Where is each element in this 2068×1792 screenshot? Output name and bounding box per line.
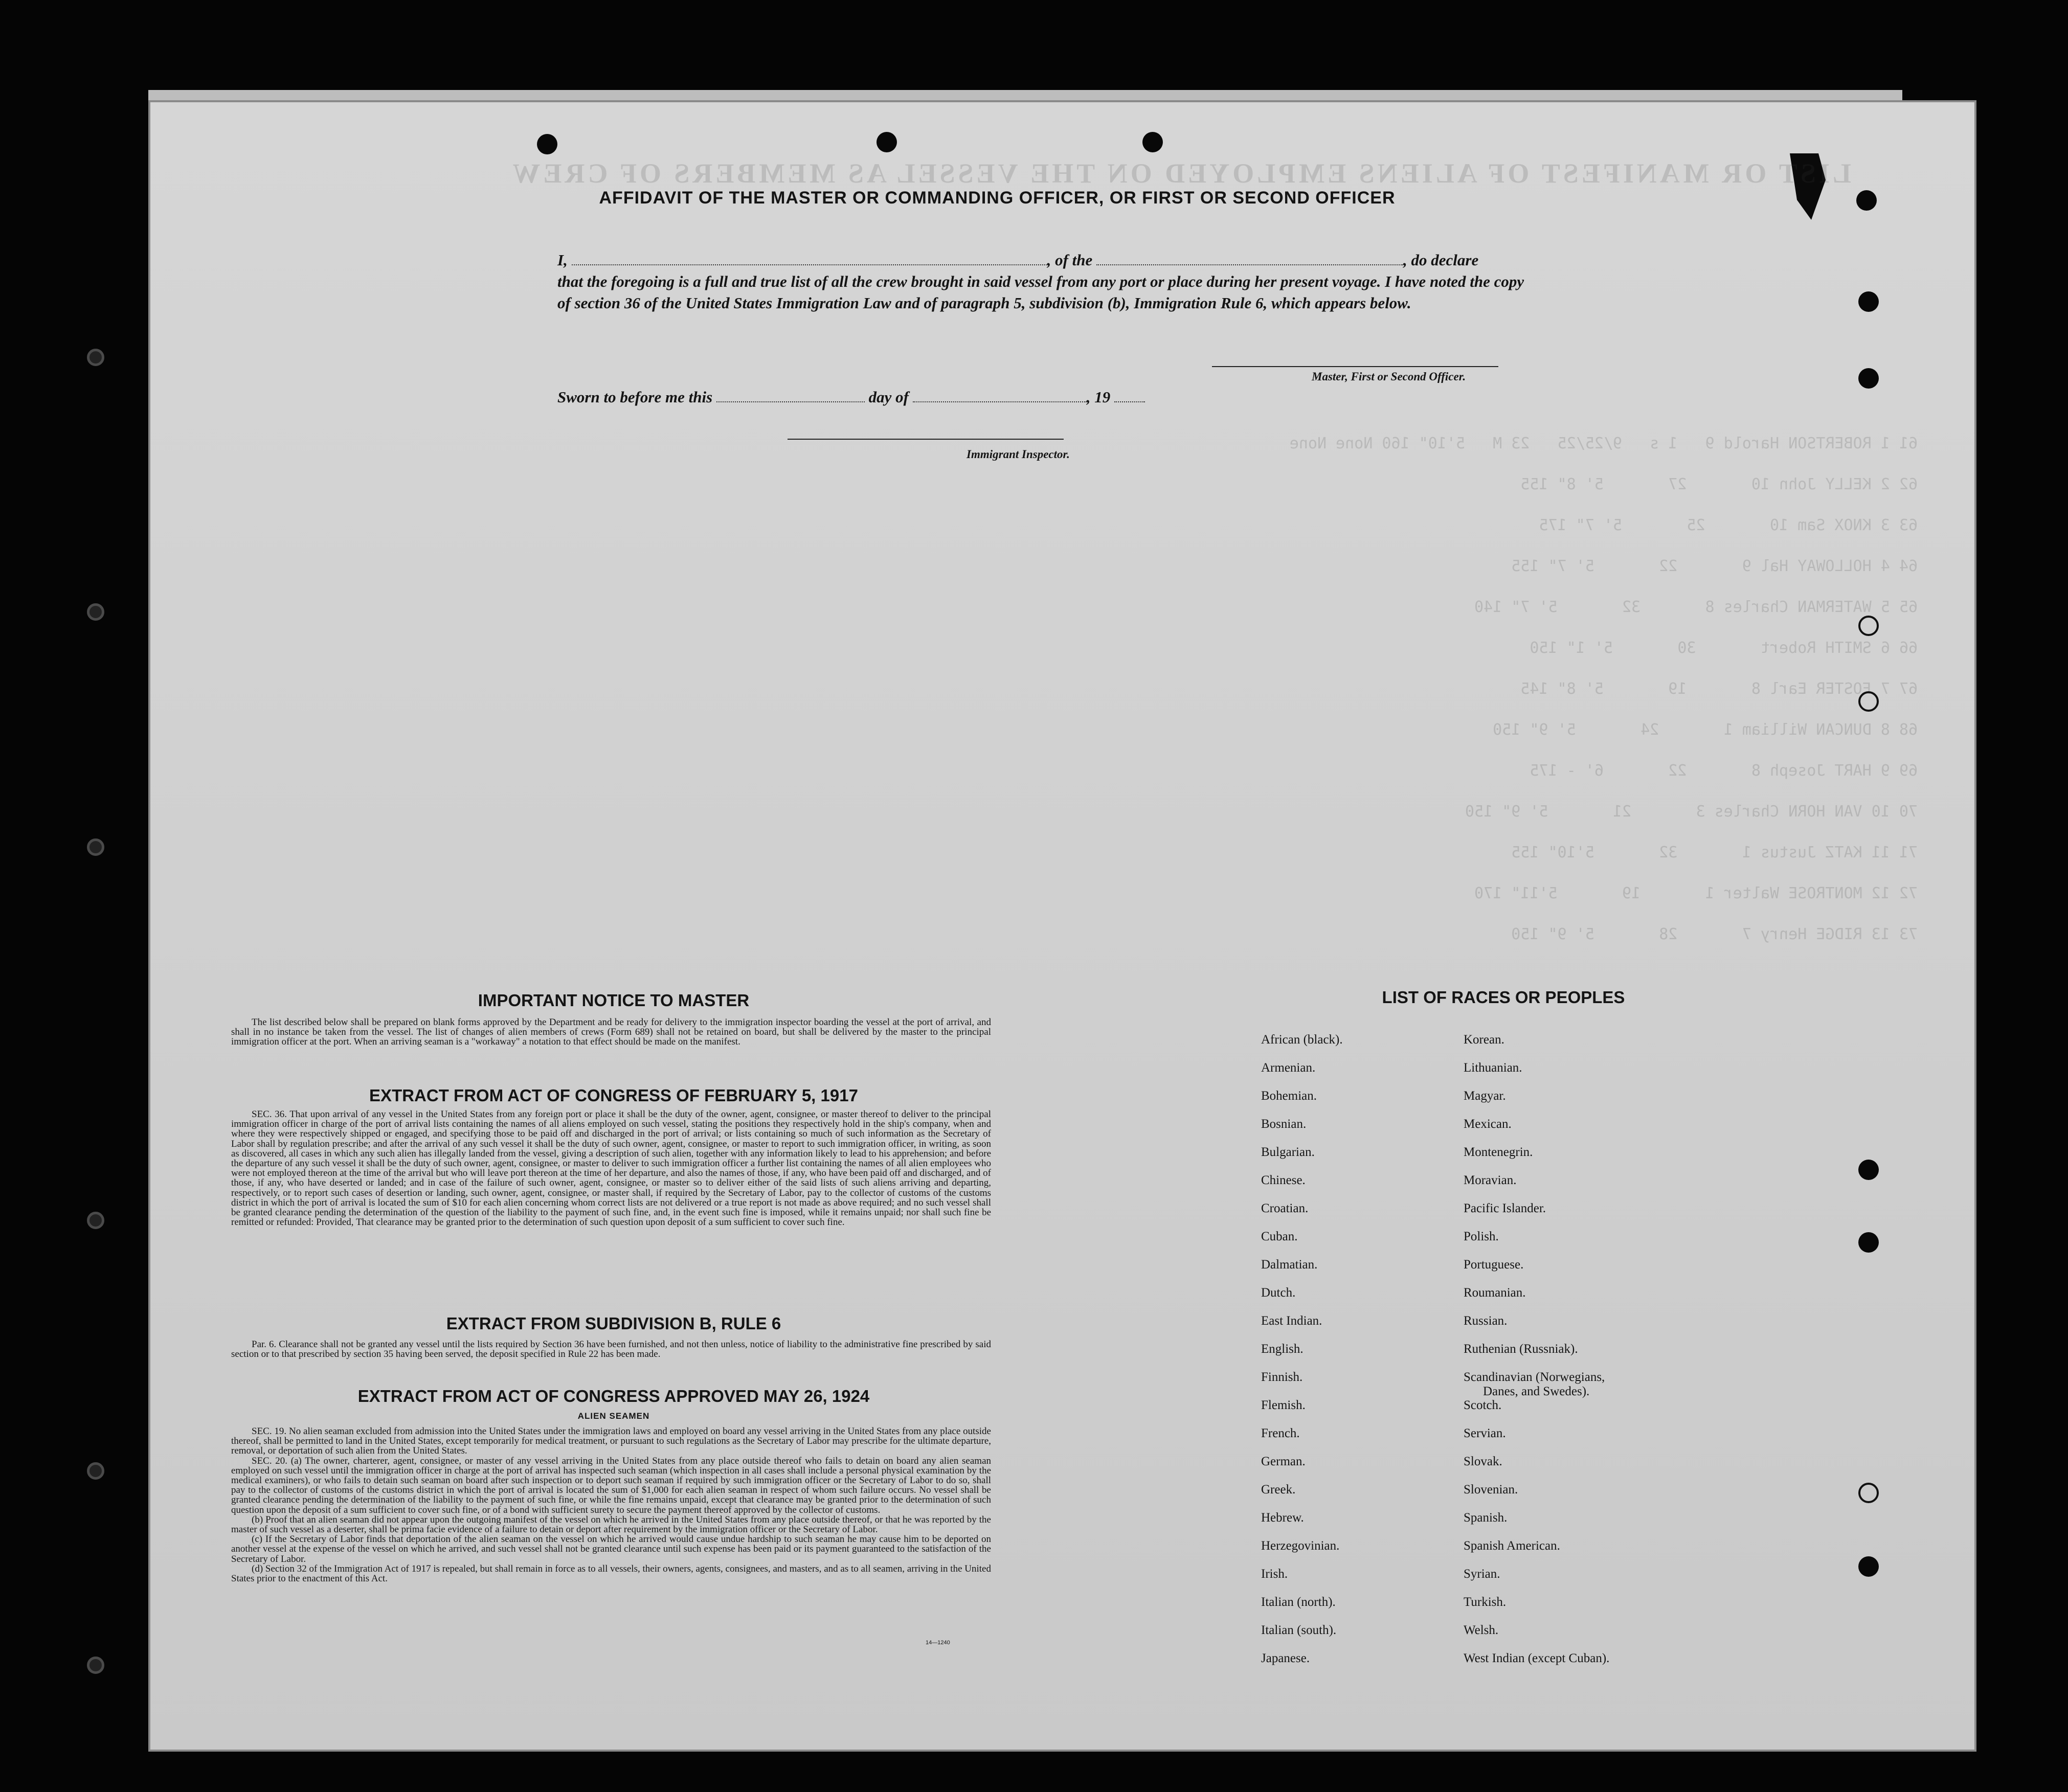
binder-ring-icon — [87, 1462, 104, 1480]
sec20a-paragraph: SEC. 20. (a) The owner, charterer, agent, consignee, or master of any vessel arriving in the United States from any place outside thereof who fails to detain on board any alien seaman employed on such vessel until the immigration officer in charge at the port of arrival has inspected such seaman (which inspection in all cases shall include a personal physical examination by the medical examiners), or who fails to detain such seaman on board after such inspection or to deport such seaman if required by such immigration officer or the Secretary of Labor to do so, shall pay to the collector of customs of the customs district in which the port of arrival is located the sum of $1,000 for each alien seaman in respect of whom such failure occurs. No vessel shall be granted clearance pending the determination of the liability to the payment of such fine, or while the fine remains unpaid, except that clearance may be granted prior to the determination of such question upon the deposit of a sum sufficient to cover such fine, or of a bond with sufficient surety to secure the payment thereof approved by the collector of customs. — [231, 1455, 991, 1515]
affidavit-title: AFFIDAVIT OF THE MASTER OR COMMANDING OFFICER, OR FIRST OR SECOND OFFICER — [599, 188, 1396, 208]
race-item: Slovenian. — [1464, 1483, 1518, 1496]
extract-1917-text — [231, 1109, 991, 1227]
ghost-row: 71 11 KATZ Justus 1 32 5'10" 155 — [1511, 844, 1918, 861]
race-item: Scandinavian (Norwegians, — [1464, 1370, 1605, 1384]
affidavit-text — [557, 249, 1539, 314]
sec20c-paragraph: (c) If the Secretary of Labor finds that deportation of the alien seaman on the vessel on which he arrived would cause undue hardship to such seaman he may cause him to be deported on another vessel at the expense of the vessel on which he arrived, and such vessel shall not be granted clearance until such expense has been paid or its payment guaranteed to the satisfaction of the Secretary of Labor. — [231, 1534, 991, 1564]
binder-ring-icon — [87, 349, 104, 366]
extract-rule6-text — [231, 1340, 991, 1359]
race-item: Dutch. — [1261, 1286, 1296, 1300]
ghost-row: 67 7 FOSTER Earl 8 19 5' 8" 145 — [1520, 680, 1918, 698]
ghost-row: 66 6 SMITH Robert 30 5' 1" 150 — [1530, 639, 1918, 657]
master-signature-line[interactable] — [1212, 366, 1498, 367]
ghost-row: 70 10 VAN HORN Charles 3 21 5' 9" 150 — [1465, 803, 1918, 821]
race-item: French. — [1261, 1426, 1300, 1440]
race-item: East Indian. — [1261, 1314, 1322, 1328]
race-item: Spanish American. — [1464, 1539, 1560, 1553]
race-item: Italian (south). — [1261, 1623, 1337, 1637]
race-item: Italian (north). — [1261, 1595, 1336, 1609]
race-item: Turkish. — [1464, 1595, 1507, 1609]
notice-title: IMPORTANT NOTICE TO MASTER — [478, 991, 750, 1010]
ghost-row: 65 5 WATERMAN Charles 8 32 5' 7" 140 — [1474, 598, 1918, 616]
binder-ring-icon — [87, 1657, 104, 1674]
race-item: Hebrew. — [1261, 1511, 1304, 1525]
race-item: Korean. — [1464, 1033, 1504, 1047]
master-signature-label: Master, First or Second Officer. — [1312, 370, 1466, 383]
race-item: Russian. — [1464, 1314, 1508, 1328]
race-item: West Indian (except Cuban). — [1464, 1651, 1610, 1665]
race-item: Scotch. — [1464, 1398, 1502, 1412]
extract-1917-title: EXTRACT FROM ACT OF CONGRESS OF FEBRUARY 5, 1917 — [369, 1086, 858, 1105]
name-field[interactable] — [572, 253, 1047, 265]
race-item: Armenian. — [1261, 1061, 1316, 1075]
ghost-bleedthrough-header: LIST OR MANIFEST OF ALIENS EMPLOYED ON THE VESSEL AS MEMBERS OF CREW — [509, 158, 1851, 189]
affidavit-body: that the foregoing is a full and true list of all the crew brought in said vessel from any port or place during her present voyage. I have noted the copy of section 36 of the United States Immigration Law and of paragraph 5, subdivision (b), Immigration Rule 6, which appears below. — [557, 273, 1524, 312]
sec36-paragraph: SEC. 36. That upon arrival of any vessel in the United States from any foreign port or place it shall be the duty of the owner, agent, consignee, or master thereof to deliver to the principal immigration officer in charge of the port of arrival lists containing the names of all aliens employed on such vessel, stating the positions they respectively hold in the ship's company, when and where they were respectively shipped or engaged, and specifying those to be paid off and discharged in the port of arrival; or lists containing so much of such information as the Secretary of Labor shall by regulation prescribe; and after the arrival of any such vessel it shall be the duty of such owner, agent, consignee, or master to report to such immigration officer, in writing, as soon as discovered, all cases in which any such alien has illegally landed from the vessel, giving a description of such alien, together with any information likely to lead to his apprehension; and before the departure of any such vessel it shall be the duty of such owner, agent, consignee, or master to deliver to such immigration officer a further list containing the names of all alien employees who were not employed thereon at the time of the arrival but who will leave port thereon at the time of her departure, and also the names of those, if any, who have been paid off and discharged, and of those, if any, who have deserted or landed; and in case of the failure of such owner, agent, consignee, or master so to deliver either of the said lists of such aliens arriving and departing, respectively, or to report such cases of desertion or landing, such owner, agent, consignee, or master shall, if required by the Secretary of Labor, pay to the collector of customs of the customs district in which the port of arrival is located the sum of $10 for each alien concerning whom correct lists are not delivered or a true report is not made as above required; and no such vessel shall be granted clearance pending the determination of the question of the liability to the payment of such fine, and, in the event such fine is imposed, while it remains unpaid; nor shall such fine be remitted or refunded: Provided, That clearance may be granted prior to the determination of such question upon deposit of a sum sufficient to cover such fine. — [231, 1109, 991, 1228]
form-code: 14—1240 — [926, 1640, 950, 1646]
race-item: Greek. — [1261, 1483, 1296, 1496]
affidavit-declare: , do declare — [1403, 251, 1479, 269]
punch-hole-icon — [1142, 132, 1163, 152]
ghost-row: 68 8 DUNCAN William 1 24 5' 9" 150 — [1493, 721, 1918, 739]
punch-hole-icon — [1858, 1160, 1879, 1180]
race-item: German. — [1261, 1455, 1306, 1468]
race-item: Roumanian. — [1464, 1286, 1526, 1300]
race-item: Magyar. — [1464, 1089, 1506, 1103]
ghost-row: 73 13 RIDGE Henry 7 28 5' 9" 150 — [1511, 925, 1918, 943]
race-item: Cuban. — [1261, 1230, 1298, 1243]
race-item: Japanese. — [1261, 1651, 1310, 1665]
binder-ring-icon — [87, 603, 104, 621]
race-item: English. — [1261, 1342, 1303, 1356]
race-item: Moravian. — [1464, 1173, 1517, 1187]
race-item: Montenegrin. — [1464, 1145, 1533, 1159]
sworn-day-field[interactable] — [716, 390, 865, 402]
race-item: Dalmatian. — [1261, 1258, 1318, 1272]
races-title: LIST OF RACES OR PEOPLES — [1382, 988, 1625, 1007]
sec19-paragraph: SEC. 19. No alien seaman excluded from admission into the United States under the immigration laws and employed on board any vessel arriving in the United States from any place outside thereof, shall be permitted to land in the United States, except temporarily for medical treatment, or pursuant to such regulations as the Secretary of Labor may prescribe for the ultimate departure, removal, or deportation of such alien from the United States. — [231, 1426, 991, 1457]
ghost-row: 72 12 MONTROSE Walter 1 19 5'11" 170 — [1474, 884, 1918, 902]
ghost-row: 62 2 KELLY John 10 27 5' 8" 155 — [1520, 475, 1918, 493]
race-item: Spanish. — [1464, 1511, 1508, 1525]
race-item: Mexican. — [1464, 1117, 1512, 1131]
race-item: Finnish. — [1261, 1370, 1303, 1384]
binder-ring-icon — [87, 1212, 104, 1229]
race-item: Lithuanian. — [1464, 1061, 1522, 1075]
sec20b-paragraph: (b) Proof that an alien seaman did not appear upon the outgoing manifest of the vessel on which he arrived in the United States from any place outside thereof, or that he was reported by the master of such vessel as a deserter, shall be prima facie evidence of a failure to detain or deport after requirement by the immigration officer or the Secretary of Labor. — [231, 1514, 991, 1535]
ghost-row: 69 9 HART Joseph 8 22 6' - 175 — [1530, 762, 1918, 780]
affidavit-of-the: , of the — [1047, 251, 1093, 269]
extract-rule6-title: EXTRACT FROM SUBDIVISION B, RULE 6 — [446, 1314, 781, 1333]
race-item: Portuguese. — [1464, 1258, 1524, 1272]
race-item: Danes, and Swedes). — [1483, 1385, 1590, 1398]
race-item: Bosnian. — [1261, 1117, 1307, 1131]
punch-hole-icon — [1856, 190, 1877, 211]
position-field[interactable] — [1096, 253, 1403, 265]
sworn-year-field[interactable] — [1114, 390, 1145, 402]
race-item: Irish. — [1261, 1567, 1288, 1581]
par6-paragraph: Par. 6. Clearance shall not be granted any vessel until the lists required by Section 36 have been furnished, and not then unless, notice of liability to the administrative fine prescribed by said section or to that prescribed by section 35 having been served, the deposit specified in Rule 22 has been made. — [231, 1339, 991, 1360]
sworn-line — [557, 387, 1539, 408]
extract-1924-title: EXTRACT FROM ACT OF CONGRESS APPROVED MAY 26, 1924 — [357, 1387, 870, 1405]
punch-hole-icon — [537, 134, 557, 154]
ghost-row: 61 1 ROBERTSON Harold 9 1 s 9/25/25 23 M 5'10" 160 None None — [1289, 435, 1918, 452]
race-item: Syrian. — [1464, 1567, 1500, 1581]
punch-hole-icon — [1858, 368, 1879, 389]
extract-1924-text — [231, 1426, 991, 1583]
sworn-month-field[interactable] — [913, 390, 1087, 402]
inspector-signature-label: Immigrant Inspector. — [966, 448, 1070, 461]
race-item: Bohemian. — [1261, 1089, 1317, 1103]
race-item: Croatian. — [1261, 1201, 1309, 1215]
binder-ring-icon — [87, 838, 104, 856]
notice-paragraph: The list described below shall be prepared on blank forms approved by the Department and be ready for delivery to the immigration inspector boarding the vessel at the port of arrival, and shall in no instance be taken from the vessel. The list of changes of alien members of crews (Form 689) shall not be retained on board, but shall be delivered by the master to the principal immigration officer at the port. When an arriving seaman is a "workaway" a notation to that effect should be made on the manifest. — [231, 1017, 991, 1048]
ghost-row: 63 3 KNOX Sam 10 25 5' 7" 175 — [1539, 516, 1918, 534]
alien-seamen-subtitle: ALIEN SEAMEN — [577, 1411, 650, 1421]
race-item: Pacific Islander. — [1464, 1201, 1546, 1215]
race-item: Bulgarian. — [1261, 1145, 1315, 1159]
race-item: Ruthenian (Russniak). — [1464, 1342, 1578, 1356]
notice-text — [231, 1017, 991, 1047]
race-item: Slovak. — [1464, 1455, 1502, 1468]
punch-hole-icon — [1858, 616, 1879, 636]
sec20d-paragraph: (d) Section 32 of the Immigration Act of 1917 is repealed, but shall remain in force as to all vessels, their owners, agents, consignees, and masters, and as to all seamen, arriving in the United States prior to the enactment of this Act. — [231, 1563, 991, 1584]
punch-hole-icon — [876, 132, 897, 152]
race-item: Polish. — [1464, 1230, 1499, 1243]
race-item: Welsh. — [1464, 1623, 1499, 1637]
inspector-signature-line[interactable] — [788, 439, 1064, 440]
year-prefix: , 19 — [1086, 388, 1111, 406]
punch-hole-icon — [1858, 291, 1879, 312]
punch-hole-icon — [1858, 1483, 1879, 1503]
race-item: Herzegovinian. — [1261, 1539, 1340, 1553]
ghost-row: 64 4 HOLLOWAY Hal 9 22 5' 7" 155 — [1511, 557, 1918, 575]
race-item: Flemish. — [1261, 1398, 1306, 1412]
affidavit-i: I, — [557, 251, 568, 269]
sworn-label: Sworn to before me this — [557, 388, 713, 406]
punch-hole-icon — [1858, 1232, 1879, 1253]
punch-hole-icon — [1858, 1556, 1879, 1577]
race-item: Servian. — [1464, 1426, 1506, 1440]
race-item: African (black). — [1261, 1033, 1343, 1047]
race-item: Chinese. — [1261, 1173, 1306, 1187]
day-of-label: day of — [868, 388, 909, 406]
